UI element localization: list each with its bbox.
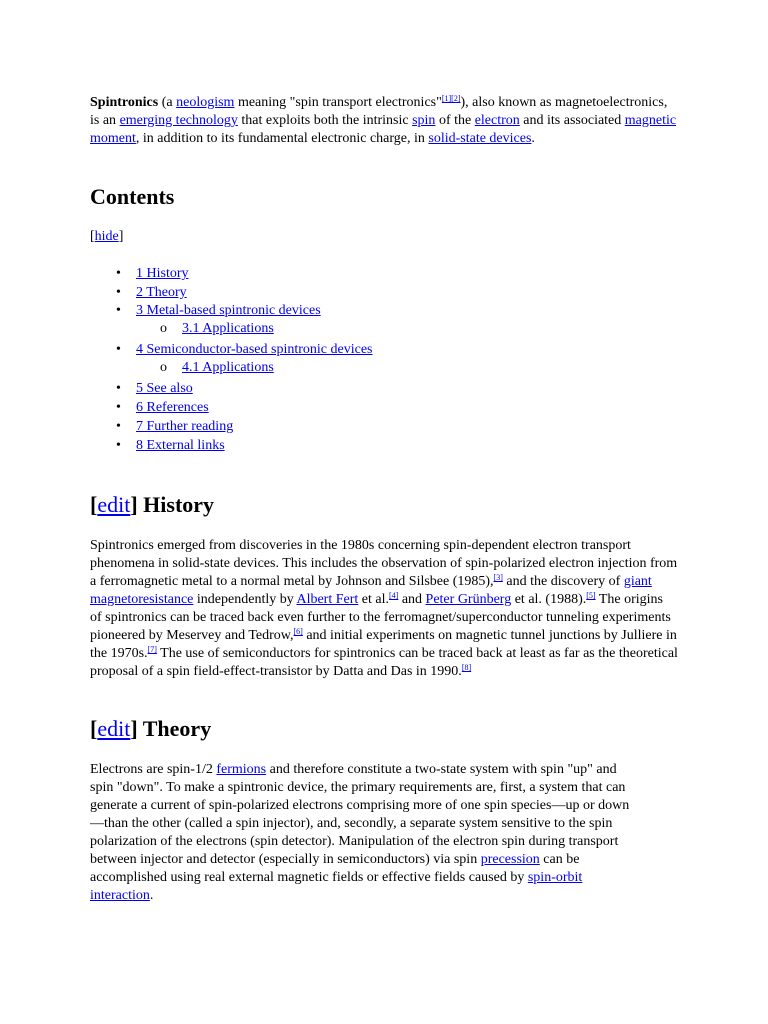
toc-subitem-semiconductor-applications [90, 359, 590, 377]
theory-text: . [149, 888, 154, 903]
ref-8-link[interactable]: [8] [461, 663, 472, 672]
intro-text: ), also known as magnetoelectronics, is an [90, 95, 668, 128]
history-text: et al. [358, 592, 389, 607]
link-spin[interactable]: spin [412, 113, 436, 128]
theory-text: can be accomplished using real external magnetic fields or effective fields caused by [90, 852, 580, 885]
toc-link[interactable]: 1 History [136, 266, 189, 281]
intro-text: meaning "spin transport electronics" [234, 95, 442, 110]
toc-item-further-reading [90, 418, 590, 436]
history-text: and initial experiments on magnetic tunnel junctions by Julliere in the 1970s. [90, 628, 677, 661]
theory-title: Theory [137, 716, 212, 741]
link-electron[interactable]: electron [474, 113, 520, 128]
toc-link[interactable]: 5 See also [136, 381, 193, 396]
reference-marker [389, 591, 398, 600]
edit-theory-link[interactable]: edit [97, 716, 131, 741]
history-heading [90, 491, 214, 519]
history-paragraph [90, 537, 678, 681]
toc-item-semiconductor-devices [90, 341, 590, 377]
toc-item-history [90, 265, 590, 283]
toc-toggle-bracket: ] [118, 229, 124, 244]
intro-text: (a [158, 95, 177, 110]
theory-text: and therefore constitute a two-state system with spin "up" and spin "down". To make a spintronic device, the primary requirements are, first, a system that can generate a current of spin-polarized electrons comprising more of one spin species—up or down—than the other (called a spin injector), and, secondly, a separate system sensitive to the spin polarization of the electrons (spin detector). Manipulation of the electron spin during transport between injector and detector (especially in semiconductors) via spin [90, 762, 630, 867]
toc-link[interactable]: 6 References [136, 400, 209, 415]
intro-text: and its associated [519, 113, 625, 128]
edit-bracket: ] [130, 716, 138, 741]
toc-toggle [90, 228, 123, 246]
reference-marker [148, 645, 157, 654]
sub-bullet-icon: o [160, 321, 167, 336]
toc-hide-link[interactable]: hide [94, 229, 119, 244]
intro-text: . [531, 131, 535, 146]
toc-sublist [136, 320, 590, 338]
link-albert-fert[interactable]: Albert Fert [296, 592, 359, 607]
edit-bracket: ] [130, 492, 138, 517]
edit-history-link[interactable]: edit [97, 492, 131, 517]
history-text: Spintronics emerged from discoveries in the 1980s concerning spin-dependent electron transport phenomena in solid-state devices. This includes the observation of spin-polarized electron injection from a ferromagnetic metal to a normal metal by Johnson and Silsbee (1985), [90, 538, 678, 589]
bullet-icon: • [116, 342, 121, 357]
ref-3-link[interactable]: [3] [493, 573, 503, 582]
toc-subitem-metal-applications [90, 320, 590, 338]
reference-marker [442, 94, 461, 103]
reference-marker [294, 627, 303, 636]
toc-link[interactable]: 2 Theory [136, 285, 187, 300]
toc-item-external-links [90, 437, 590, 455]
link-magnetic-moment[interactable]: magnetic moment [90, 113, 677, 146]
toc-toggle-bracket: [ [90, 229, 95, 244]
ref-7-link[interactable]: [7] [147, 645, 157, 654]
history-text: The origins of spintronics can be traced back even further to the ferromagnet/superconductor tunneling experiments pioneered by Meservey and Tedrow, [90, 592, 671, 643]
toc-item-references [90, 399, 590, 417]
ref-2-link[interactable]: [2] [451, 94, 461, 103]
link-neologism[interactable]: neologism [176, 95, 235, 110]
toc-item-metal-devices [90, 302, 590, 338]
bullet-icon: • [116, 303, 121, 318]
sub-bullet-icon: o [160, 360, 167, 375]
history-text: independently by [193, 592, 297, 607]
history-text: and the discovery of [502, 574, 624, 589]
edit-bracket: [ [90, 716, 98, 741]
history-text: and [398, 592, 426, 607]
link-solid-state-devices[interactable]: solid-state devices [428, 131, 532, 146]
theory-paragraph [90, 761, 630, 905]
toc-link[interactable]: 4 Semiconductor-based spintronic devices [136, 342, 373, 357]
reference-marker [462, 663, 471, 672]
toc-item-theory [90, 284, 590, 302]
ref-4-link[interactable]: [4] [389, 591, 399, 600]
toc-link[interactable]: 7 Further reading [136, 419, 234, 434]
theory-text: Electrons are spin-1/2 [90, 762, 217, 777]
bullet-icon: • [116, 400, 121, 415]
history-text: et al. (1988). [511, 592, 587, 607]
link-fermions[interactable]: fermions [216, 762, 267, 777]
toc-link[interactable]: 8 External links [136, 438, 225, 453]
reference-marker [494, 573, 503, 582]
link-spin-orbit-interaction[interactable]: spin-orbit interaction [90, 870, 583, 903]
intro-text: of the [435, 113, 475, 128]
reference-marker [586, 591, 595, 600]
theory-heading [90, 715, 211, 743]
toc-list [90, 265, 590, 455]
bullet-icon: • [116, 438, 121, 453]
toc-link[interactable]: 3.1 Applications [182, 321, 274, 336]
link-precession[interactable]: precession [480, 852, 540, 867]
article-term: Spintronics [90, 95, 159, 110]
toc-item-see-also [90, 380, 590, 398]
bullet-icon: • [116, 419, 121, 434]
edit-bracket: [ [90, 492, 98, 517]
ref-5-link[interactable]: [5] [586, 591, 596, 600]
ref-6-link[interactable]: [6] [293, 627, 303, 636]
toc-link[interactable]: 4.1 Applications [182, 360, 274, 375]
bullet-icon: • [116, 266, 121, 281]
intro-text: that exploits both the intrinsic [237, 113, 413, 128]
link-emerging-technology[interactable]: emerging technology [119, 113, 238, 128]
link-peter-grunberg[interactable]: Peter Grünberg [425, 592, 512, 607]
intro-paragraph [90, 94, 678, 148]
intro-text: , in addition to its fundamental electronic charge, in [135, 131, 429, 146]
bullet-icon: • [116, 381, 121, 396]
history-title: History [137, 492, 215, 517]
toc-sublist [136, 359, 590, 377]
link-giant-magnetoresistance[interactable]: giant magnetoresistance [90, 574, 652, 607]
bullet-icon: • [116, 285, 121, 300]
toc-link[interactable]: 3 Metal-based spintronic devices [136, 303, 321, 318]
history-text: The use of semiconductors for spintronics can be traced back at least as far as the theoretical proposal of a spin field-effect-transistor by Datta and Das in 1990. [90, 646, 678, 679]
ref-1-link[interactable]: [1] [441, 94, 452, 103]
toc-title: Contents [90, 184, 175, 209]
